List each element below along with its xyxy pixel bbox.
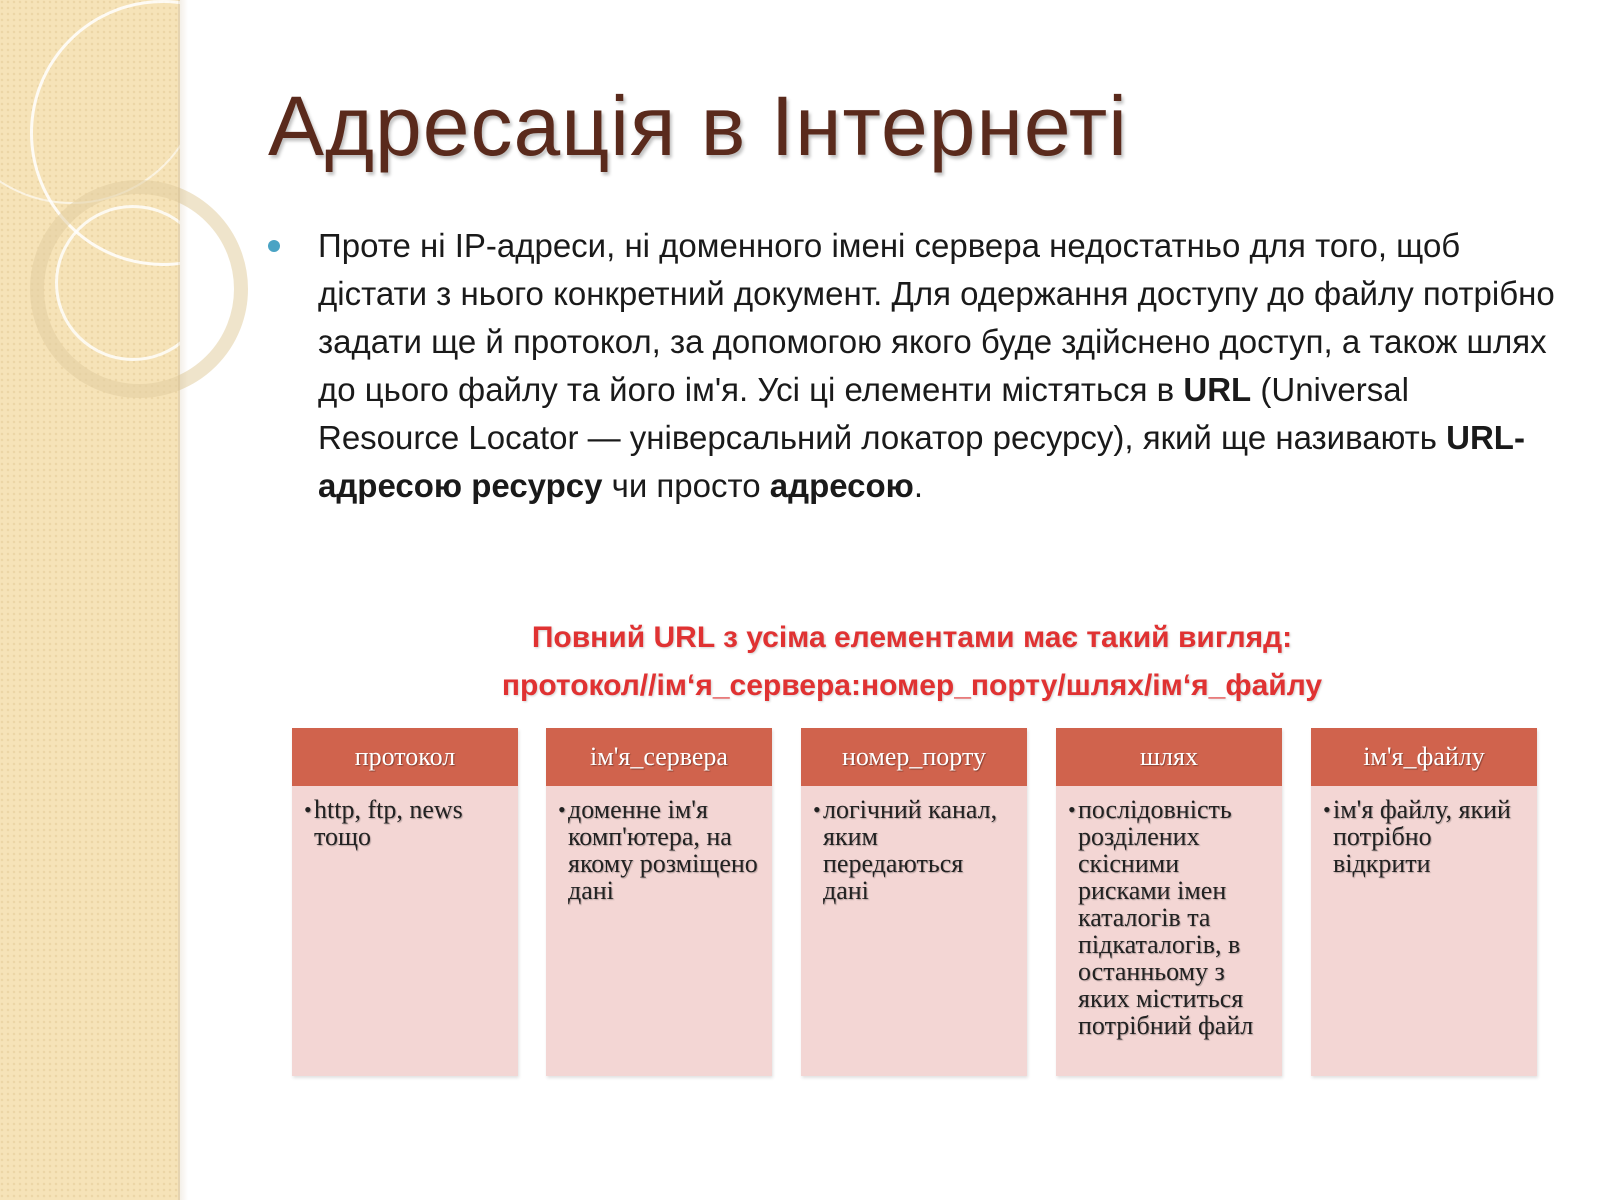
url-part-column-server [546, 728, 772, 1076]
bullet-icon [268, 240, 280, 252]
decorative-side-strip [0, 0, 180, 1200]
column-body [292, 786, 518, 850]
bullet-icon: • [813, 797, 821, 822]
bullet-icon: • [304, 797, 312, 822]
bullet-icon: • [558, 797, 566, 822]
body-paragraph [318, 222, 1558, 510]
column-item: логічний канал, яким передаються дані [823, 795, 998, 905]
column-body [1311, 786, 1537, 877]
url-heading-line2: протокол//ім‘я_сервера:номер_порту/шлях/ім‘я_файлу [501, 669, 1323, 702]
url-heading-line1: Повний URL з усіма елементами має такий вигляд: [531, 621, 1293, 654]
column-header: ім'я_файлу [1311, 728, 1537, 786]
url-part-column-path [1056, 728, 1282, 1076]
url-format-heading [292, 614, 1532, 710]
paragraph-bold-url-address: URL-адресою ресурсу [318, 419, 1525, 504]
side-shadow [178, 0, 188, 1200]
column-header: номер_порту [801, 728, 1027, 786]
paragraph-text: чи просто [602, 467, 770, 504]
url-part-column-filename [1311, 728, 1537, 1076]
slide-title: Адресація в Інтернеті [268, 79, 1128, 173]
paragraph-text: (Universal Resource Locator — універсальний локатор ресурсу), який ще називають [318, 371, 1447, 456]
column-header: шлях [1056, 728, 1282, 786]
paragraph-bold-address: адресою [769, 467, 914, 504]
paragraph-bold-url: URL [1183, 371, 1252, 408]
bullet-icon: • [1323, 797, 1331, 822]
column-body [546, 786, 772, 904]
paragraph-text: Проте ні IP-адреси, ні доменного імені сервера недостатньо для того, щоб дістати з нього конкретний документ. Для одержання доступу до файлу потрібно задати ще й протокол, за допомогою якого буде здійснено доступ, а також шлях до цього файлу та його ім'я. Усі ці елементи містяться в [318, 227, 1555, 408]
column-header: ім'я_сервера [546, 728, 772, 786]
url-part-column-protocol [292, 728, 518, 1076]
column-body [1056, 786, 1282, 1039]
column-item: послідовність розділених скісними рисками імен каталогів та підкаталогів, в останньому з яких міститься потрібний файл [1078, 795, 1254, 1040]
column-body [801, 786, 1027, 904]
column-item: доменне ім'я комп'ютера, на якому розміщено дані [568, 795, 758, 905]
bullet-icon: • [1068, 797, 1076, 822]
paragraph-text: . [913, 467, 924, 504]
url-part-column-port [801, 728, 1027, 1076]
column-header: протокол [292, 728, 518, 786]
column-item: ім'я файлу, який потрібно відкрити [1333, 795, 1511, 878]
column-item: http, ftp, news тощо [314, 795, 463, 851]
